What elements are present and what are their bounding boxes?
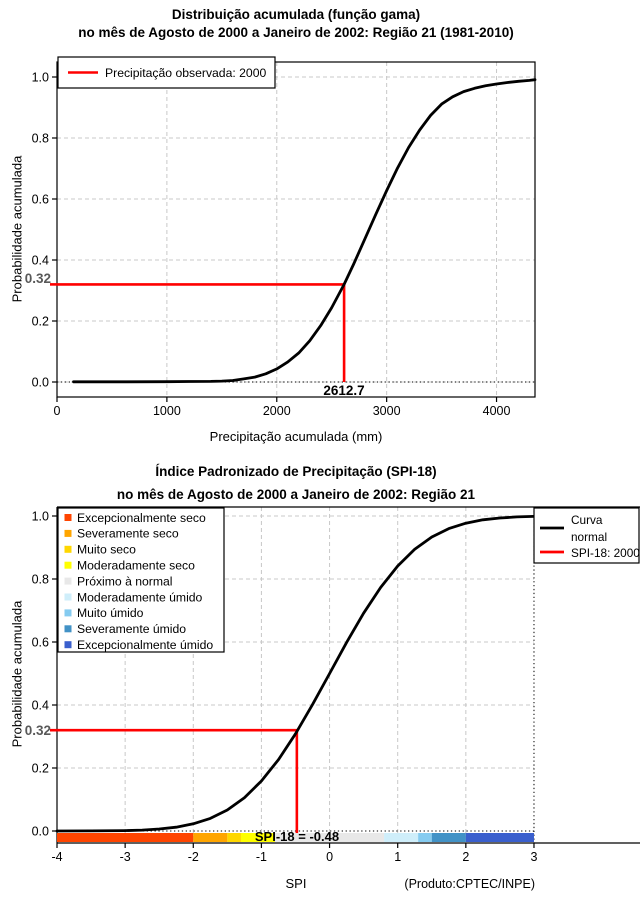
x-tick-label: 0 bbox=[326, 850, 334, 864]
chart-title: Índice Padronizado de Precipitação (SPI-18) bbox=[155, 464, 437, 479]
y-tick-label: 0.0 bbox=[31, 375, 49, 390]
x-tick-label: -1 bbox=[255, 850, 267, 864]
ref-x-label: 2612.7 bbox=[323, 383, 365, 398]
legend-item-label: SPI-18: 2000 bbox=[571, 546, 640, 560]
legend-color-marker bbox=[65, 530, 72, 537]
y-tick-label: 0.2 bbox=[31, 761, 49, 776]
legend-item-label: Muito seco bbox=[77, 542, 136, 557]
legend-item-label: normal bbox=[571, 530, 608, 544]
legend-color-marker bbox=[65, 514, 72, 521]
spi-colorbar-segment bbox=[57, 833, 193, 842]
ref-prob-label: 0.32 bbox=[24, 723, 51, 738]
x-tick-label: 4000 bbox=[482, 404, 511, 418]
product-credit: (Produto:CPTEC/INPE) bbox=[404, 877, 535, 891]
legend-color-marker bbox=[65, 609, 72, 616]
y-tick-label: 0.8 bbox=[31, 131, 49, 146]
x-tick-label: 2 bbox=[462, 850, 470, 864]
spi-colorbar-segment bbox=[418, 833, 432, 842]
legend-item-label: Curva bbox=[571, 513, 603, 527]
plot-box bbox=[57, 62, 535, 397]
x-tick-label: 1 bbox=[394, 850, 402, 864]
legend-color-marker bbox=[65, 562, 72, 569]
legend-item-label: Moderadamente úmido bbox=[77, 590, 203, 605]
x-tick-label: 0 bbox=[53, 404, 61, 418]
chart-title: Distribuição acumulada (função gama) bbox=[171, 7, 421, 22]
y-axis-label: Probabilidade acumulada bbox=[9, 600, 25, 748]
y-tick-label: 0.0 bbox=[31, 824, 49, 839]
legend-item-label: Excepcionalmente úmido bbox=[77, 638, 214, 652]
spi-colorbar-segment bbox=[384, 833, 418, 842]
y-tick-label: 0.4 bbox=[31, 253, 49, 268]
x-tick-label: 1000 bbox=[152, 404, 181, 418]
legend-color-marker bbox=[65, 546, 72, 553]
legend-item-label: Precipitação observada: 2000 bbox=[105, 66, 267, 80]
legend-item-label: Severamente seco bbox=[77, 526, 179, 541]
chart-subtitle: no mês de Agosto de 2000 a Janeiro de 2002: Região 21 bbox=[116, 487, 476, 502]
y-tick-label: 0.4 bbox=[31, 698, 49, 713]
legend-item-label: Severamente úmido bbox=[77, 622, 187, 637]
x-tick-label: 3 bbox=[530, 850, 538, 864]
spi-colorbar-segment bbox=[432, 833, 466, 842]
legend-item-label: Moderadamente seco bbox=[77, 558, 195, 573]
legend-item-label: Excepcionalmente seco bbox=[77, 510, 206, 525]
x-tick-label: -4 bbox=[51, 850, 63, 864]
gamma-curve bbox=[74, 80, 536, 382]
legend-item-label: Próximo à normal bbox=[77, 574, 173, 589]
legend-color-marker bbox=[65, 625, 72, 632]
spi-value-label: SPI-18 = -0.48 bbox=[254, 829, 340, 844]
x-tick-label: 2000 bbox=[262, 404, 291, 418]
legend-color-marker bbox=[65, 578, 72, 585]
y-tick-label: 0.2 bbox=[31, 314, 49, 329]
chart-subtitle: no mês de Agosto de 2000 a Janeiro de 2002: Região 21 (1981-2010) bbox=[78, 25, 514, 40]
legend-color-marker bbox=[65, 594, 72, 601]
x-axis-label: Precipitação acumulada (mm) bbox=[209, 429, 383, 444]
x-axis-label: SPI bbox=[285, 876, 307, 891]
y-tick-label: 1.0 bbox=[31, 509, 49, 524]
y-tick-label: 0.6 bbox=[31, 192, 49, 207]
x-tick-label: 3000 bbox=[372, 404, 401, 418]
spi-colorbar-segment bbox=[466, 833, 534, 842]
spi-colorbar-segment bbox=[193, 833, 227, 842]
y-tick-label: 1.0 bbox=[31, 70, 49, 85]
y-tick-label: 0.8 bbox=[31, 572, 49, 587]
y-tick-label: 0.6 bbox=[31, 635, 49, 650]
x-tick-label: -3 bbox=[119, 850, 131, 864]
legend-item-label: Muito úmido bbox=[77, 606, 144, 621]
y-axis-label: Probabilidade acumulada bbox=[9, 155, 25, 303]
x-tick-label: -2 bbox=[187, 850, 199, 864]
ref-prob-label: 0.32 bbox=[24, 271, 51, 286]
legend-color-marker bbox=[65, 641, 72, 648]
